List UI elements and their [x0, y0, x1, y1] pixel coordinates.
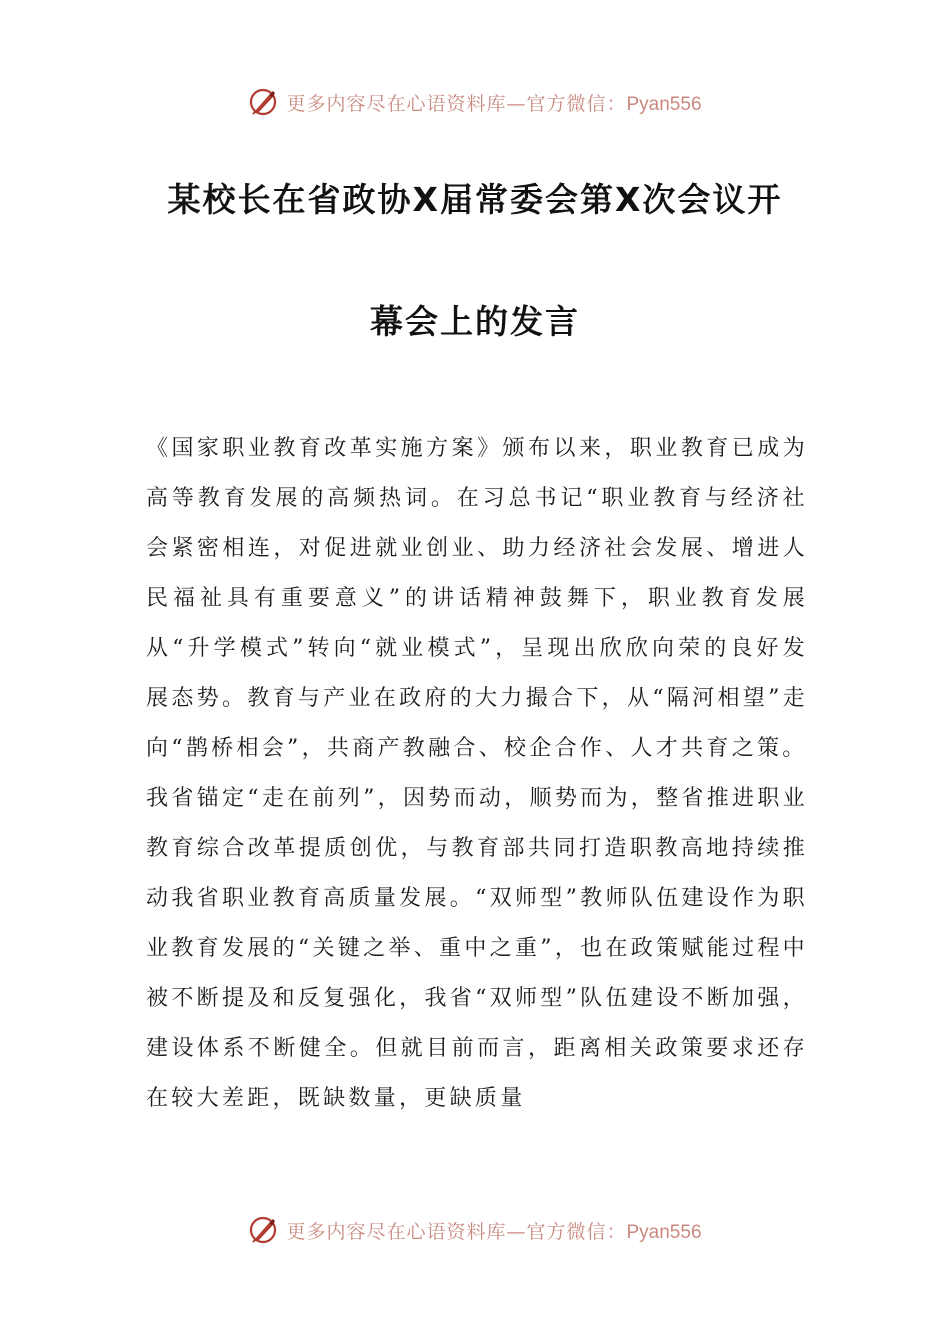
document-body — [146, 424, 808, 1124]
paragraph-1: 《国家职业教育改革实施方案》颁布以来，职业教育已成为高等教育发展的高频热词。在习总书记“职业教育与经济社会紧密相连，对促进就业创业、助力经济社会发展、增进人民福祉具有重要意义”的讲话精神鼓舞下，职业教育发展从“升学模式”转向“就业模式”，呈现出欣欣向荣的良好发展态势。教育与产业在政府的大力撮合下，从“隔河相望”走向“鹊桥相会”，共商产教融合、校企合作、人才共育之策。 — [146, 436, 808, 761]
watermark-banner-top — [0, 82, 950, 122]
paragraph-2: 我省锚定“走在前列”，因势而动，顺势而为，整省推进职业教育综合改革提质创优，与教育部共同打造职教高地持续推动我省职业教育高质量发展。“双师型”教师队伍建设作为职业教育发展的“关键之举、重中之重”，也在政策赋能过程中被不断提及和反复强化，我省“双师型”队伍建设不断加强，建设体系不断健全。但就目前而言，距离相关政策要求还存在较大差距，既缺数量，更缺质量 — [146, 786, 808, 1111]
watermark-banner-bottom — [0, 1210, 950, 1250]
watermark-text: 更多内容尽在心语资料库—官方微信：Pyan556 — [286, 92, 702, 115]
pen-logo-icon — [248, 1215, 278, 1245]
watermark-text: 更多内容尽在心语资料库—官方微信：Pyan556 — [286, 1220, 702, 1243]
document-title-line-2: 幕会上的发言 — [370, 302, 580, 341]
pen-logo-icon — [248, 87, 278, 117]
document-title-line-1: 某校长在省政协X届常委会第X次会议开 — [167, 180, 783, 219]
